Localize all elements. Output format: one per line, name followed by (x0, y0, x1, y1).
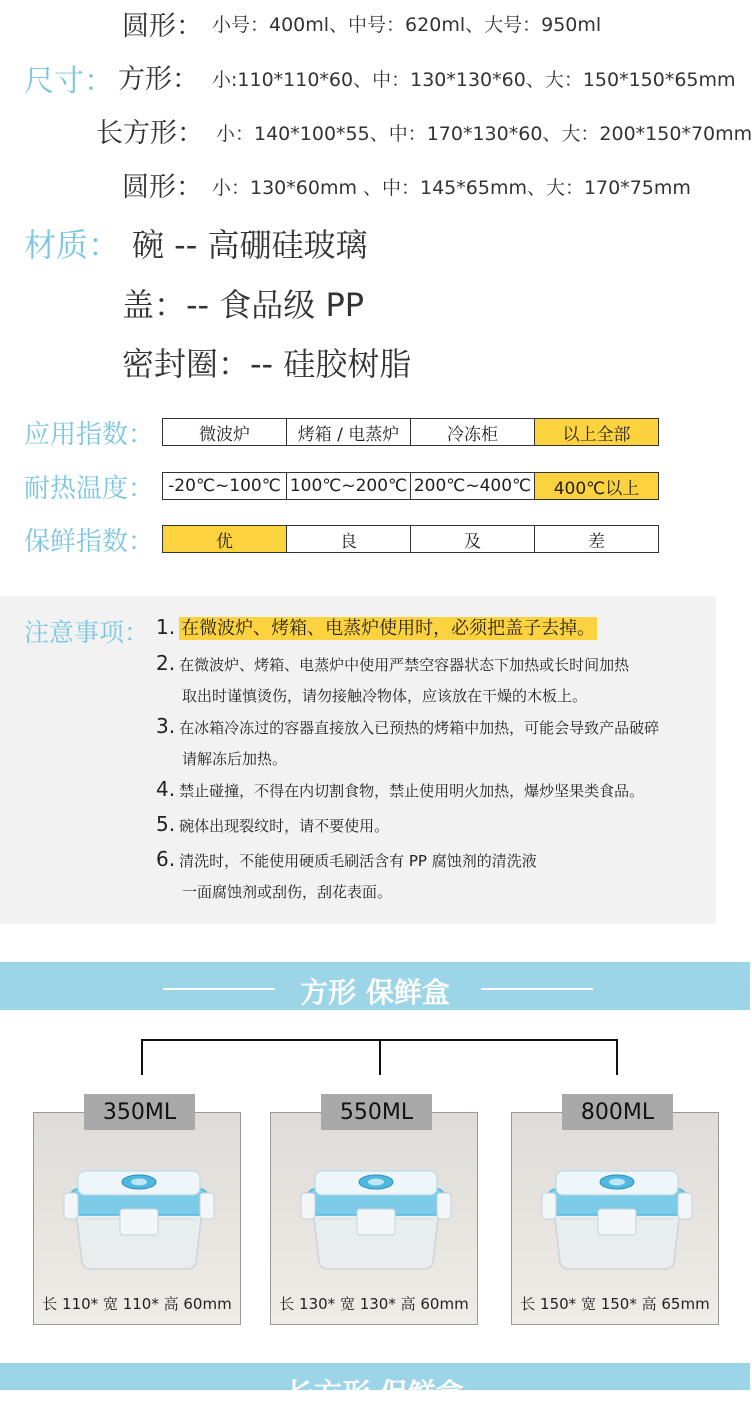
bracket-leg-right (616, 1039, 618, 1075)
product-card-800[interactable] (511, 1112, 719, 1325)
note-number: 6. (156, 847, 176, 871)
note-item-5 (156, 812, 389, 836)
banner-square-title: 方形 保鲜盒 (300, 976, 450, 1009)
rating-cell-highlighted: 以上全部 (535, 419, 658, 445)
rating-cell: 烤箱 / 电蒸炉 (287, 419, 411, 445)
rating-cell: 良 (287, 526, 411, 552)
note-number: 4. (156, 777, 176, 801)
rating-cell: 及 (411, 526, 535, 552)
note-item-2 (156, 651, 629, 675)
note-text: 禁止碰撞，不得在内切割食物，禁止使用明火加热，爆炒坚果类食品。 (179, 782, 645, 800)
size-rect-value: 小：140*100*55、中：170*130*60、大：200*150*70mm (216, 123, 752, 145)
material-bowl: 碗 -- 高硼硅玻璃 (132, 226, 368, 264)
size-square-label: 方形： (118, 64, 199, 95)
note-number: 5. (156, 812, 176, 836)
note-number: 2. (156, 651, 176, 675)
size-round-label: 圆形： (122, 172, 203, 203)
capacity-round-value: 小号：400ml、中号：620ml、大号：950ml (212, 14, 602, 36)
product-capacity-tab: 800ML (562, 1094, 673, 1130)
product-card-350[interactable] (33, 1112, 241, 1325)
product-card-550[interactable] (270, 1112, 478, 1325)
rating-fresh-table (162, 525, 659, 553)
container-icon (542, 1163, 692, 1273)
rating-cell: 差 (588, 531, 605, 552)
note-text: 碗体出现裂纹时，请不要使用。 (179, 817, 390, 835)
note-item-4 (156, 777, 644, 801)
note-text: 在微波炉、烤箱、电蒸炉中使用严禁空容器状态下加热或长时间加热 (179, 656, 630, 674)
note-number: 1. (156, 615, 176, 639)
size-label: 尺寸： (24, 64, 114, 99)
note-text: 在冰箱冷冻过的容器直接放入已预热的烤箱中加热，可能会导致产品破碎 (179, 719, 660, 737)
bracket-leg-center (379, 1039, 381, 1075)
note-item-1 (156, 614, 597, 640)
material-label: 材质： (24, 226, 121, 264)
material-lid: 盖：-- 食品级 PP (122, 286, 365, 324)
note-text: 清洗时，不能使用硬质毛刷活含有 PP 腐蚀剂的清洗液 (179, 852, 537, 870)
bracket-leg-left (141, 1039, 143, 1075)
banner-rect-title: 长方形 保鲜盒 (286, 1377, 464, 1410)
rating-heat-table (162, 472, 659, 500)
rating-usage-table (162, 418, 659, 446)
material-seal: 密封圈：-- 硅胶树脂 (122, 345, 412, 383)
product-dimensions: 长 110* 宽 110* 高 60mm (42, 1295, 232, 1313)
size-rect-label: 长方形： (96, 118, 204, 149)
note-item-3 (156, 714, 659, 738)
rating-cell: 冷冻柜 (411, 419, 535, 445)
note-item-6 (156, 847, 537, 871)
product-capacity-tab: 550ML (321, 1094, 432, 1130)
notes-label: 注意事项： (24, 618, 150, 647)
rating-cell-highlighted: 400℃以上 (535, 473, 658, 499)
size-square-value: 小:110*110*60、中：130*130*60、大：150*150*65mm (212, 69, 736, 91)
banner-rect (0, 1363, 750, 1410)
container-icon (301, 1163, 451, 1273)
note-item-3-cont: 请解冻后加热。 (182, 750, 288, 768)
rating-usage-label: 应用指数： (24, 420, 155, 450)
product-dimensions: 长 130* 宽 130* 高 60mm (279, 1295, 469, 1313)
rating-cell: 100℃~200℃ (287, 473, 411, 499)
rating-cell-highlighted: 优 (163, 526, 287, 552)
capacity-round-label: 圆形： (122, 11, 203, 42)
banner-square (0, 962, 750, 1010)
rating-fresh-label: 保鲜指数： (24, 527, 155, 557)
product-dimensions: 长 150* 宽 150* 高 65mm (520, 1295, 710, 1313)
note-highlight-text: 在微波炉、烤箱、电蒸炉使用时，必须把盖子去掉。 (181, 618, 596, 639)
rating-cell: 微波炉 (163, 419, 287, 445)
note-number: 3. (156, 714, 176, 738)
rating-cell: 200℃~400℃ (411, 473, 535, 499)
size-round-value: 小：130*60mm 、中：145*65mm、大：170*75mm (212, 177, 691, 199)
container-icon (64, 1163, 214, 1273)
note-item-2-cont: 取出时谨慎烫伤，请勿接触冷物体，应该放在干燥的木板上。 (182, 687, 588, 705)
product-capacity-tab: 350ML (84, 1094, 195, 1130)
rating-cell: -20℃~100℃ (163, 473, 287, 499)
rating-heat-label: 耐热温度： (24, 474, 155, 504)
note-item-6-cont: 一面腐蚀剂或刮伤，刮花表面。 (182, 883, 393, 901)
